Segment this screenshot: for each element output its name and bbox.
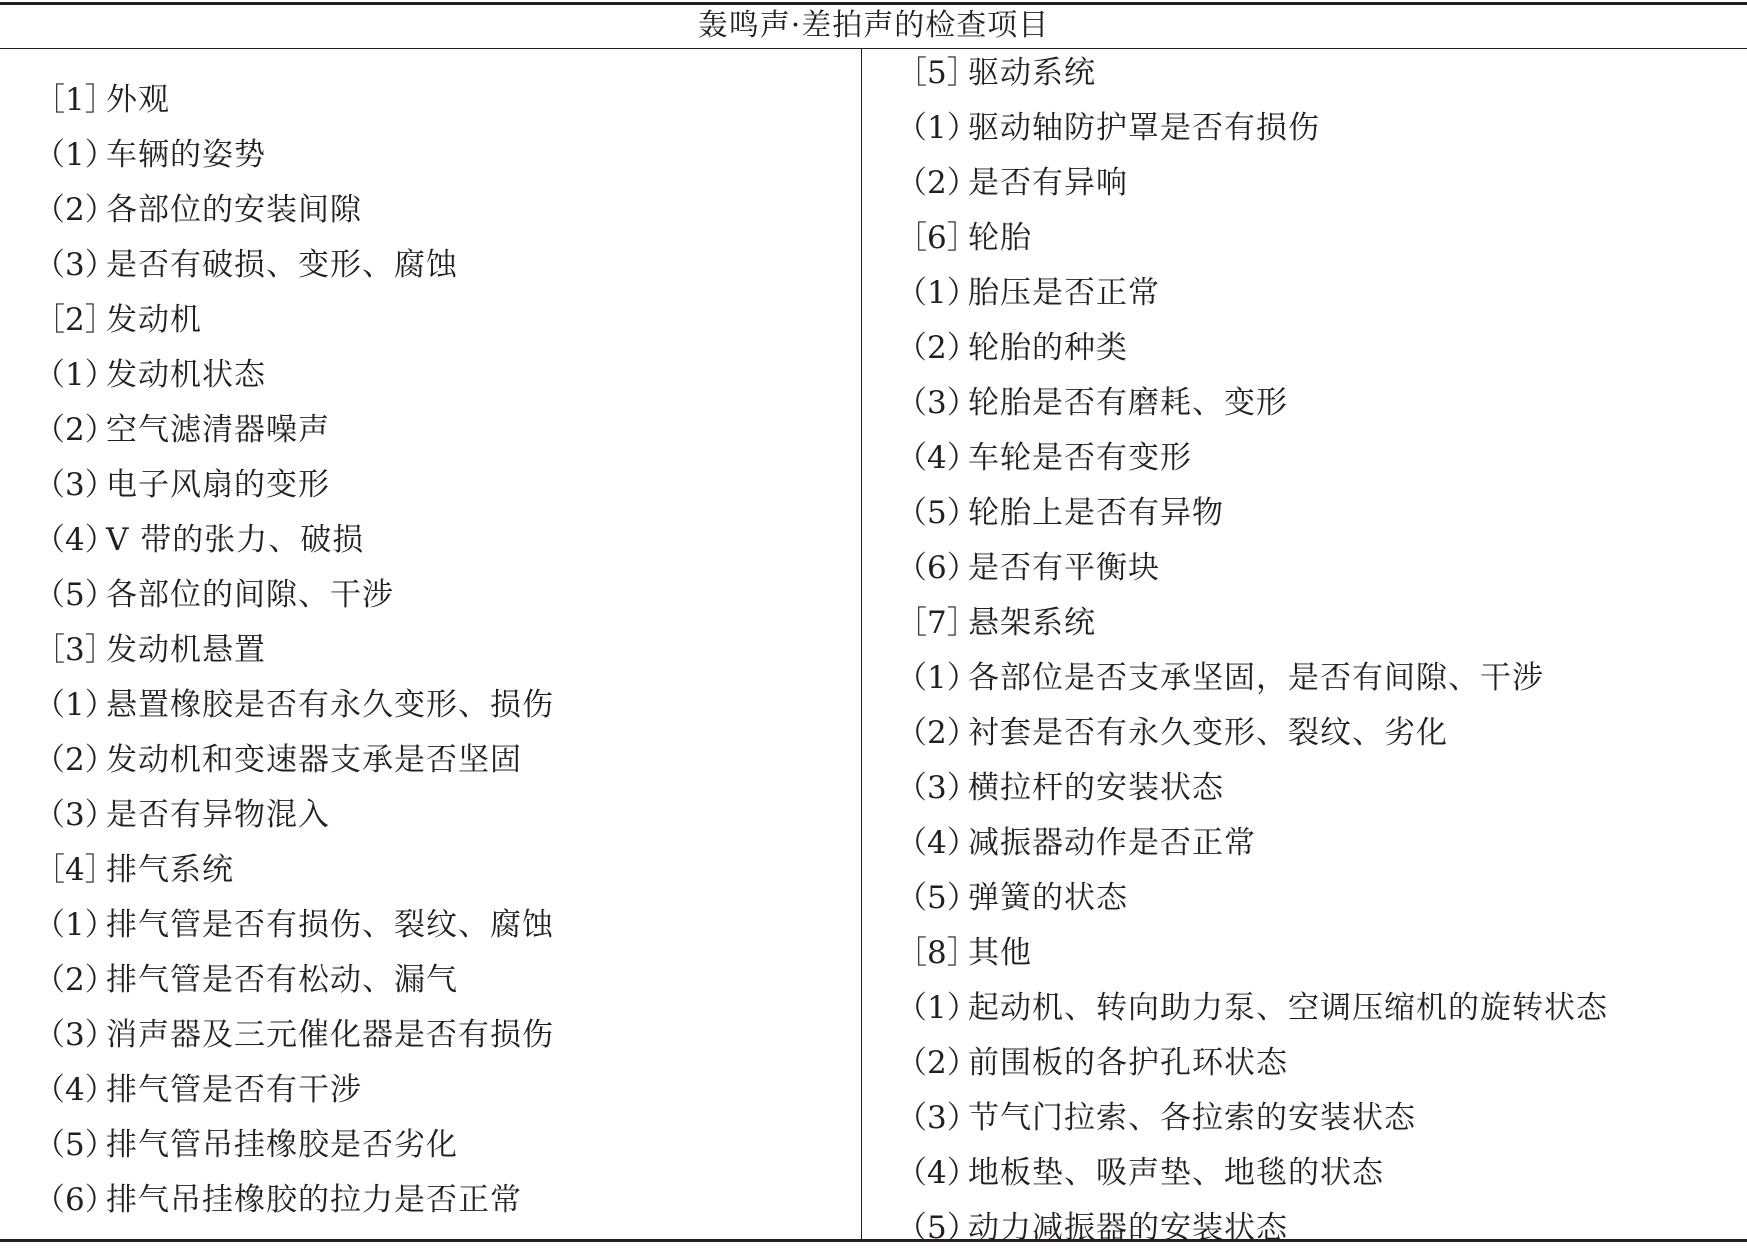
- item-number: （5）: [34, 577, 116, 613]
- item-text: 是否有破损、变形、腐蚀: [106, 247, 458, 283]
- item-text: 横拉杆的安装状态: [968, 770, 1224, 806]
- left-list-item: [34, 623, 849, 678]
- item-number: ［8］: [896, 935, 978, 971]
- right-list-item: [896, 651, 1736, 706]
- right-list-item: [896, 1091, 1736, 1146]
- item-text: 外观: [106, 82, 170, 118]
- right-list-item: [896, 1036, 1736, 1091]
- item-number: ［1］: [34, 82, 116, 118]
- item-number: （1）: [896, 275, 978, 311]
- left-list-item: [34, 1063, 849, 1118]
- item-text: 排气系统: [106, 852, 234, 888]
- right-list-item: [896, 816, 1736, 871]
- right-list-item: [896, 266, 1736, 321]
- table-bottom-rule: [0, 1239, 1747, 1242]
- item-text: 发动机悬置: [106, 632, 266, 668]
- left-list-item: [34, 1173, 849, 1228]
- right-list-item: [896, 706, 1736, 761]
- item-number: （3）: [896, 385, 978, 421]
- item-text: 空气滤清器噪声: [106, 412, 330, 448]
- right-list-item: [896, 431, 1736, 486]
- item-text: 驱动轴防护罩是否有损伤: [968, 110, 1320, 146]
- left-list-item: [34, 403, 849, 458]
- item-number: （3）: [896, 770, 978, 806]
- right-list-item: [896, 761, 1736, 816]
- item-number: （3）: [34, 247, 116, 283]
- item-text: 是否有异响: [968, 165, 1128, 201]
- item-number: （2）: [896, 330, 978, 366]
- left-list-item: [34, 348, 849, 403]
- item-number: （2）: [896, 165, 978, 201]
- item-number: （1）: [34, 357, 116, 393]
- item-text: 排气管是否有损伤、裂纹、腐蚀: [106, 907, 554, 943]
- item-text: 衬套是否有永久变形、裂纹、劣化: [968, 715, 1448, 751]
- right-column-list: [896, 46, 1736, 1256]
- right-list-item: [896, 46, 1736, 101]
- item-number: （4）: [34, 1072, 116, 1108]
- table-title: 轰鸣声·差拍声的检查项目: [697, 8, 1050, 43]
- right-list-item: [896, 871, 1736, 926]
- item-text: 节气门拉索、各拉索的安装状态: [968, 1100, 1416, 1136]
- item-text: 发动机: [106, 302, 202, 338]
- item-number: （3）: [34, 1017, 116, 1053]
- left-list-item: [34, 458, 849, 513]
- left-list-item: [34, 183, 849, 238]
- column-divider: [861, 49, 862, 1239]
- item-number: ［7］: [896, 605, 978, 641]
- left-list-item: [34, 73, 849, 128]
- item-number: （2）: [34, 962, 116, 998]
- right-list-item: [896, 156, 1736, 211]
- item-text: 各部位的间隙、干涉: [106, 577, 394, 613]
- item-text: 是否有异物混入: [106, 797, 330, 833]
- item-text: 轮胎的种类: [968, 330, 1128, 366]
- item-text: 驱动系统: [968, 55, 1096, 91]
- item-number: （1）: [896, 990, 978, 1026]
- item-text: 各部位是否支承坚固，是否有间隙、干涉: [968, 660, 1544, 696]
- right-list-item: [896, 596, 1736, 651]
- item-text: 排气吊挂橡胶的拉力是否正常: [106, 1182, 522, 1218]
- item-number: （1）: [896, 110, 978, 146]
- left-list-item: [34, 898, 849, 953]
- item-text: 悬置橡胶是否有永久变形、损伤: [106, 687, 554, 723]
- item-number: （5）: [896, 495, 978, 531]
- left-list-item: [34, 788, 849, 843]
- item-text: 车轮是否有变形: [968, 440, 1192, 476]
- item-text: 弹簧的状态: [968, 880, 1128, 916]
- left-list-item: [34, 843, 849, 898]
- item-text: 发动机状态: [106, 357, 266, 393]
- item-number: （3）: [34, 797, 116, 833]
- item-number: （6）: [34, 1182, 116, 1218]
- item-number: （1）: [34, 137, 116, 173]
- item-text: 胎压是否正常: [968, 275, 1160, 311]
- item-text: 地板垫、吸声垫、地毯的状态: [968, 1155, 1384, 1191]
- item-number: （2）: [896, 715, 978, 751]
- left-list-item: [34, 513, 849, 568]
- item-number: （2）: [34, 192, 116, 228]
- left-list-item: [34, 238, 849, 293]
- item-text: 各部位的安装间隙: [106, 192, 362, 228]
- right-list-item: [896, 981, 1736, 1036]
- item-text: 轮胎上是否有异物: [968, 495, 1224, 531]
- item-number: （1）: [34, 687, 116, 723]
- item-text: 轮胎: [968, 220, 1032, 256]
- right-list-item: [896, 211, 1736, 266]
- item-text: 是否有平衡块: [968, 550, 1160, 586]
- right-list-item: [896, 376, 1736, 431]
- item-number: （3）: [34, 467, 116, 503]
- left-list-item: [34, 953, 849, 1008]
- right-list-item: [896, 1146, 1736, 1201]
- item-number: （1）: [896, 660, 978, 696]
- left-list-item: [34, 1008, 849, 1063]
- item-number: ［2］: [34, 302, 116, 338]
- item-text: V 带的张力、破损: [106, 522, 365, 558]
- item-text: 电子风扇的变形: [106, 467, 330, 503]
- right-list-item: [896, 541, 1736, 596]
- item-text: 车辆的姿势: [106, 137, 266, 173]
- right-list-item: [896, 1201, 1736, 1256]
- right-list-item: [896, 101, 1736, 156]
- item-number: ［5］: [896, 55, 978, 91]
- left-column-list: [34, 73, 849, 1228]
- item-number: ［4］: [34, 852, 116, 888]
- item-number: （2）: [34, 412, 116, 448]
- item-number: （6）: [896, 550, 978, 586]
- left-list-item: [34, 568, 849, 623]
- item-text: 动力减振器的安装状态: [968, 1210, 1288, 1246]
- item-text: 消声器及三元催化器是否有损伤: [106, 1017, 554, 1053]
- item-number: （5）: [896, 1210, 978, 1246]
- item-text: 发动机和变速器支承是否坚固: [106, 742, 522, 778]
- item-number: ［3］: [34, 632, 116, 668]
- item-number: （1）: [34, 907, 116, 943]
- item-text: 轮胎是否有磨耗、变形: [968, 385, 1288, 421]
- item-number: （5）: [34, 1127, 116, 1163]
- item-text: 减振器动作是否正常: [968, 825, 1256, 861]
- item-text: 其他: [968, 935, 1032, 971]
- item-number: （2）: [896, 1045, 978, 1081]
- right-list-item: [896, 486, 1736, 541]
- left-list-item: [34, 678, 849, 733]
- left-list-item: [34, 293, 849, 348]
- item-number: （4）: [34, 522, 116, 558]
- item-text: 前围板的各护孔环状态: [968, 1045, 1288, 1081]
- right-list-item: [896, 321, 1736, 376]
- item-text: 起动机、转向助力泵、空调压缩机的旋转状态: [968, 990, 1608, 1026]
- item-text: 排气管是否有松动、漏气: [106, 962, 458, 998]
- left-list-item: [34, 733, 849, 788]
- item-number: （4）: [896, 1155, 978, 1191]
- left-list-item: [34, 128, 849, 183]
- right-list-item: [896, 926, 1736, 981]
- left-list-item: [34, 1118, 849, 1173]
- item-text: 排气管是否有干涉: [106, 1072, 362, 1108]
- item-number: （3）: [896, 1100, 978, 1136]
- item-text: 排气管吊挂橡胶是否劣化: [106, 1127, 458, 1163]
- item-number: （5）: [896, 880, 978, 916]
- item-number: （4）: [896, 440, 978, 476]
- item-number: （2）: [34, 742, 116, 778]
- item-number: ［6］: [896, 220, 978, 256]
- item-text: 悬架系统: [968, 605, 1096, 641]
- item-number: （4）: [896, 825, 978, 861]
